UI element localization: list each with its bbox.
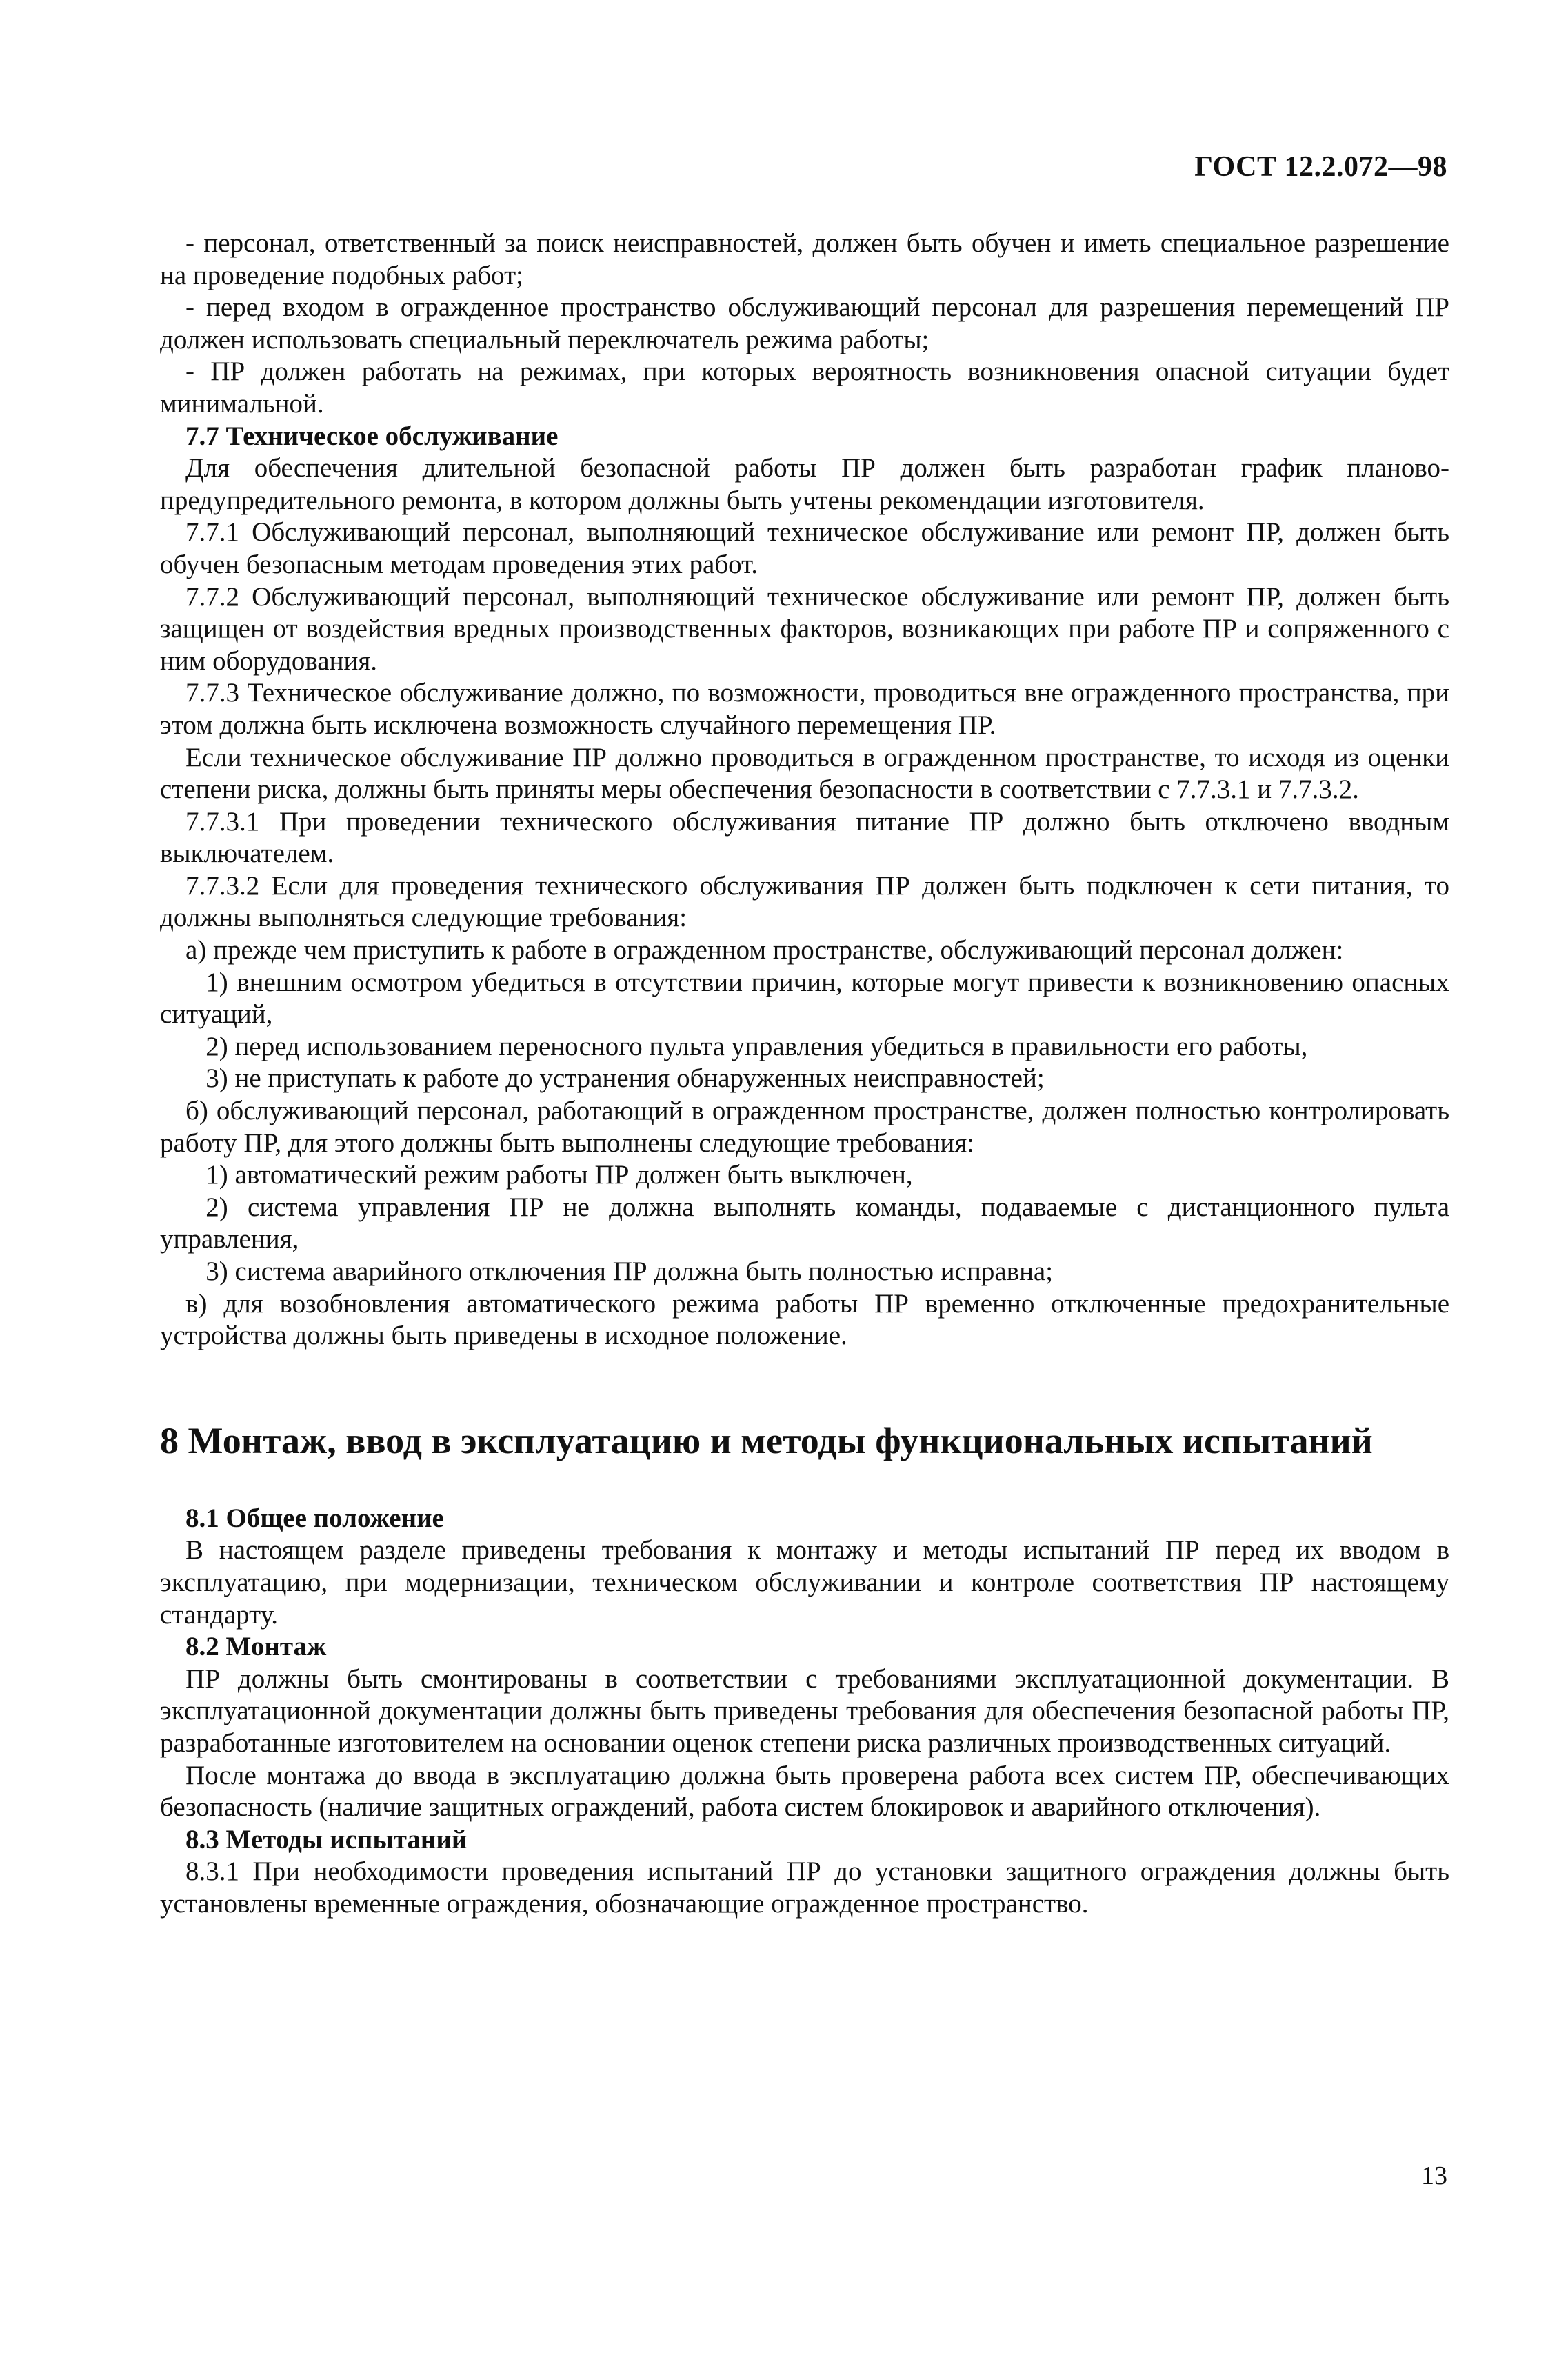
list-item-v: в) для возобновления автоматического режима работы ПР временно отключенные предохранительные устройства должны быть приведены в исходное положение. [160, 1288, 1449, 1351]
paragraph: Если техническое обслуживание ПР должно проводиться в огражденном пространстве, то исходя из оценки степени риска, должны быть приняты меры обеспечения безопасности в соответствии с 7.7.3.1 и 7.7.3.2. [160, 742, 1449, 805]
paragraph: ПР должны быть смонтированы в соответствии с требованиями эксплуатационной документации. В эксплуатационной документации должны быть приведены требования для обеспечения безопасной работы ПР, разработанные изготовителем на основании оценок степени риска различных производственных ситуаций. [160, 1663, 1449, 1758]
paragraph-8-3-1: 8.3.1 При необходимости проведения испытаний ПР до установки защитного ограждения должны быть установлены временные ограждения, обозначающие огражденное пространство. [160, 1856, 1449, 1919]
paragraph-7-7-3-2: 7.7.3.2 Если для проведения технического обслуживания ПР должен быть подключен к сети питания, то должны выполняться следующие требования: [160, 870, 1449, 933]
list-item-a: а) прежде чем приступить к работе в огражденном пространстве, обслуживающий персонал должен: [185, 935, 1344, 965]
subsection-heading-8-2: 8.2 Монтаж [185, 1632, 327, 1662]
section-8-title: 8 Монтаж, ввод в эксплуатацию и методы функциональных испытаний [160, 1419, 1373, 1461]
paragraph: Для обеспечения длительной безопасной работы ПР должен быть разработан график планово-предупредительного ремонта, в котором должны быть учтены рекомендации изготовителя. [160, 453, 1449, 515]
list-subitem: 1) внешним осмотром убедиться в отсутствии причин, которые могут привести к возникновению опасных ситуаций, [160, 967, 1449, 1030]
list-item-b: б) обслуживающий персонал, работающий в огражденном пространстве, должен полностью контролировать работу ПР, для этого должны быть выполнены следующие требования: [160, 1096, 1449, 1158]
subsection-heading-8-3: 8.3 Методы испытаний [185, 1824, 468, 1854]
section-7-7-body [160, 228, 1449, 1352]
list-subitem: 2) система управления ПР не должна выполнять команды, подаваемые с дистанционного пульта управления, [160, 1192, 1449, 1254]
paragraph-7-7-1: 7.7.1 Обслуживающий персонал, выполняющий техническое обслуживание или ремонт ПР, должен быть обучен безопасным методам проведения этих работ. [160, 517, 1449, 579]
paragraph: - перед входом в огражденное пространство обслуживающий персонал для разрешения перемещений ПР должен использовать специальный переключатель режима работы; [160, 292, 1449, 354]
page-number: 13 [1421, 2161, 1447, 2190]
subsection-heading-7-7: 7.7 Техническое обслуживание [185, 421, 559, 451]
paragraph-7-7-2: 7.7.2 Обслуживающий персонал, выполняющий техническое обслуживание или ремонт ПР, должен быть защищен от воздействия вредных производственных факторов, возникающих при работе ПР и сопряженного с ним оборудования. [160, 581, 1449, 676]
list-subitem: 3) не приступать к работе до устранения обнаруженных неисправностей; [205, 1063, 1045, 1094]
paragraph: - ПР должен работать на режимах, при которых вероятность возникновения опасной ситуации будет минимальной. [160, 357, 1449, 419]
page-content [160, 228, 1449, 1921]
subsection-heading-8-1: 8.1 Общее положение [185, 1503, 444, 1533]
list-subitem: 1) автоматический режим работы ПР должен быть выключен, [205, 1160, 913, 1190]
section-8-body [160, 1503, 1449, 1921]
list-subitem: 3) система аварийного отключения ПР должна быть полностью исправна; [205, 1257, 1054, 1286]
paragraph-7-7-3-1: 7.7.3.1 При проведении технического обслуживания питание ПР должно быть отключено вводным выключателем. [160, 806, 1449, 869]
paragraph: После монтажа до ввода в эксплуатацию должна быть проверена работа всех систем ПР, обеспечивающих безопасность (наличие защитных ограждений, работа систем блокировок и аварийного отключения). [160, 1760, 1449, 1823]
paragraph-7-7-3: 7.7.3 Техническое обслуживание должно, по возможности, проводиться вне огражденного пространства, при этом должна быть исключена возможность случайного перемещения ПР. [160, 678, 1449, 740]
paragraph: В настоящем разделе приведены требования к монтажу и методы испытаний ПР перед их вводом в эксплуатацию, при модернизации, техническом обслуживании и контроле соответствия ПР настоящему стандарту. [160, 1535, 1449, 1630]
paragraph: - персонал, ответственный за поиск неисправностей, должен быть обучен и иметь специальное разрешение на проведение подобных работ; [160, 228, 1449, 290]
list-subitem: 2) перед использованием переносного пульта управления убедиться в правильности его работы, [205, 1031, 1308, 1061]
standard-code-header: ГОСТ 12.2.072—98 [1194, 151, 1447, 183]
